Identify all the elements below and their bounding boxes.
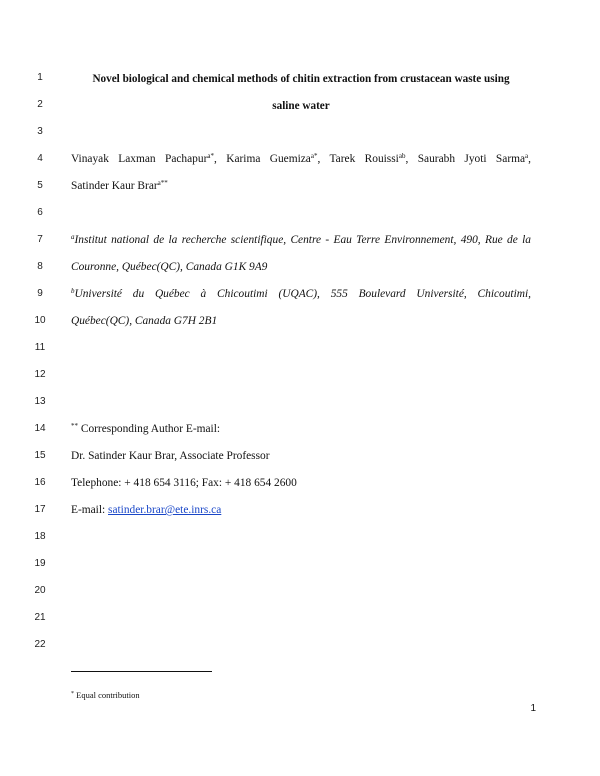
author-name: Satinder Kaur Brar [71, 180, 158, 192]
footnote-text: Equal contribution [74, 690, 140, 700]
author-affiliation-mark: ab [398, 152, 406, 160]
corresponding-heading: ** Corresponding Author E-mail: [71, 422, 221, 435]
line-number: 6 [37, 207, 43, 218]
corresponding-author-name: Dr. Satinder Kaur Brar, Associate Professor [71, 450, 270, 462]
corresponding-phone: Telephone: + 418 654 3116; Fax: + 418 654 2600 [71, 477, 297, 489]
author-name: Karima Guemiza [226, 153, 311, 165]
line-number: 3 [37, 126, 43, 137]
affiliation-a [71, 233, 531, 247]
author-affiliation-mark: a* [207, 152, 214, 160]
line-number: 9 [37, 288, 43, 299]
email-link[interactable]: satinder.brar@ete.inrs.ca [108, 504, 222, 516]
line-number: 2 [37, 99, 43, 110]
line-number: 19 [34, 558, 46, 569]
author-affiliation-mark: a* [310, 152, 318, 160]
line-number: 5 [37, 180, 43, 191]
line-number: 14 [34, 423, 46, 434]
line-number: 18 [34, 531, 46, 542]
line-number: 4 [37, 153, 43, 164]
line-number: 7 [37, 234, 43, 245]
author-list: Vinayak Laxman Pachapur$^{a*}$, Karima Guemiza$^{a*}$, Tarek Rouissi$^{ab}$, Saurabh Jyoti Sarma$^a$, [71, 152, 531, 165]
corresponding-email-line [71, 503, 531, 517]
line-number: 13 [34, 396, 46, 407]
line-number: 10 [34, 315, 46, 326]
affiliation-a-continued: Couronne, Québec(QC), Canada G1K 9A9 [71, 261, 268, 273]
corresponding-mark: ** [71, 422, 78, 430]
email-label: E-mail: [71, 504, 109, 516]
footnote [71, 690, 140, 700]
line-number: 16 [34, 477, 46, 488]
author-name: Tarek Rouissi [329, 153, 399, 165]
author-affiliation-mark: a [525, 152, 529, 160]
affiliation-text: Université du Québec à Chicoutimi (UQAC), 555 Boulevard Université, Chicoutimi, [74, 288, 531, 300]
author-affiliation-mark: a** [157, 179, 168, 187]
line-number: 12 [34, 369, 46, 380]
affiliation-b-continued: Québec(QC), Canada G7H 2B1 [71, 315, 218, 327]
page-number: 1 [530, 703, 536, 714]
line-number: 15 [34, 450, 46, 461]
affiliation-mark: a [71, 233, 75, 241]
author-name: Saurabh Jyoti Sarma [417, 153, 526, 165]
line-number: 8 [37, 261, 43, 272]
line-number: 20 [34, 585, 46, 596]
footnote-mark: * [71, 691, 74, 697]
author-list-continued [71, 179, 531, 193]
paper-title-line-1: Novel biological and chemical methods of chitin extraction from crustacean waste using [92, 73, 510, 85]
line-number: 17 [34, 504, 46, 515]
line-number: 21 [34, 612, 46, 623]
affiliation-mark: b [71, 287, 75, 295]
affiliation-text: Institut national de la recherche scientifique, Centre - Eau Terre Environnement, 490, Rue de la [74, 234, 531, 246]
paper-title-line-2: saline water [272, 100, 330, 112]
line-number: 22 [34, 639, 46, 650]
line-number: 1 [37, 72, 43, 83]
line-number: 11 [34, 342, 46, 353]
author-name: Vinayak Laxman Pachapur [71, 153, 208, 165]
footnote-separator [71, 671, 212, 672]
affiliation-b [71, 287, 531, 301]
